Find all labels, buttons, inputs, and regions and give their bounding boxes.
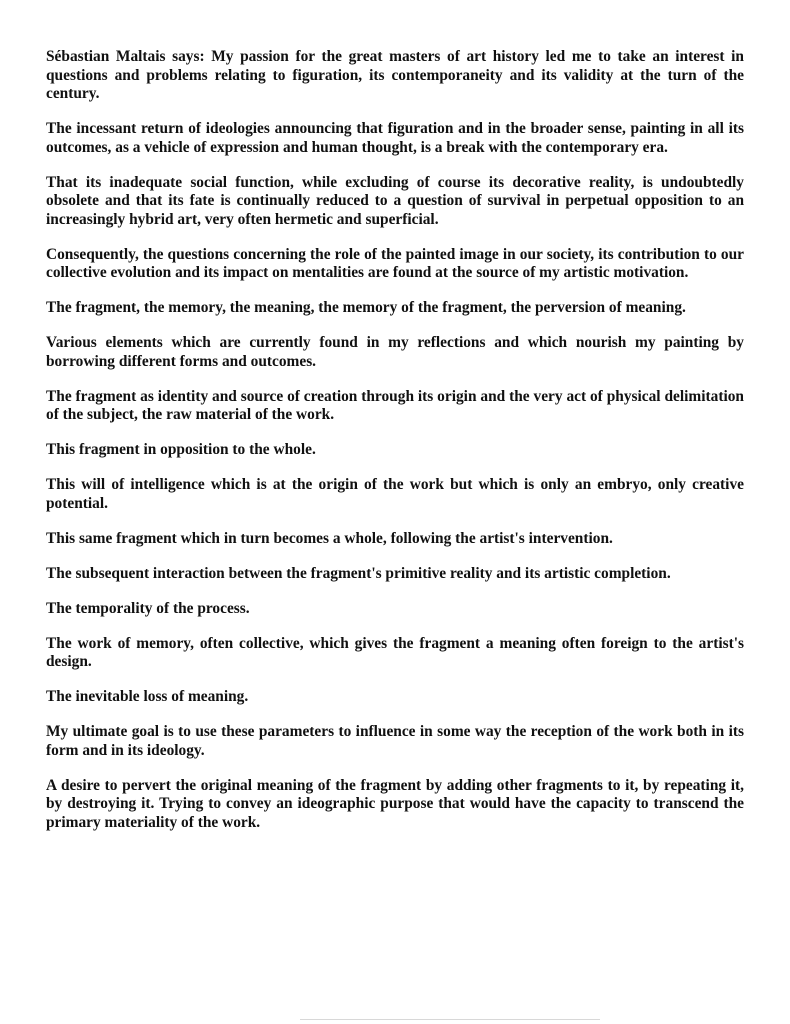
scan-edge-line [300,1019,600,1020]
paragraph: This same fragment which in turn becomes a whole, following the artist's intervention. [46,529,613,547]
paragraph: The temporality of the process. [46,599,250,617]
paragraph: This will of intelligence which is at the origin of the work but which is only an embryo, only creative potential. [46,476,744,512]
paragraph: The inevitable loss of meaning. [46,688,249,705]
paragraph: Various elements which are currently found in my reflections and which nourish my painting by borrowing different forms and outcomes. [46,334,744,370]
paragraph: A desire to pervert the original meaning of the fragment by adding other fragments to it, by repeating it, by destroying it. Trying to convey an ideographic purpose that would have the capacity to transcend the primary materiality of the work. [46,776,744,831]
paragraph: Consequently, the questions concerning the role of the painted image in our society, its contribution to our collective evolution and its impact on mentalities are found at the source of my artistic motivation. [46,245,744,281]
paragraph: The subsequent interaction between the fragment's primitive reality and its artistic completion. [46,564,671,582]
paragraph: The fragment as identity and source of creation through its origin and the very act of physical delimitation of the subject, the raw material of the work. [46,387,744,423]
paragraph: The work of memory, often collective, which gives the fragment a meaning often foreign to the artist's design. [46,634,744,670]
document-page [46,48,744,832]
paragraph: The incessant return of ideologies announcing that figuration and in the broader sense, painting in all its outcomes, as a vehicle of expression and human thought, is a break with the contemporary era. [46,120,744,156]
paragraph: Sébastian Maltais says: My passion for the great masters of art history led me to take an interest in questions and problems relating to figuration, its contemporaneity and its validity at the turn of the century. [46,48,744,102]
paragraph: The fragment, the memory, the meaning, the memory of the fragment, the perversion of meaning. [46,299,686,316]
paragraph: My ultimate goal is to use these parameters to influence in some way the reception of the work both in its form and in its ideology. [46,723,744,759]
paragraph: This fragment in opposition to the whole. [46,441,316,458]
paragraph: That its inadequate social function, while excluding of course its decorative reality, is undoubtedly obsolete and that its fate is continually reduced to a question of survival in perpetual opposition to an increasingly hybrid art, very often hermetic and superficial. [46,173,744,228]
